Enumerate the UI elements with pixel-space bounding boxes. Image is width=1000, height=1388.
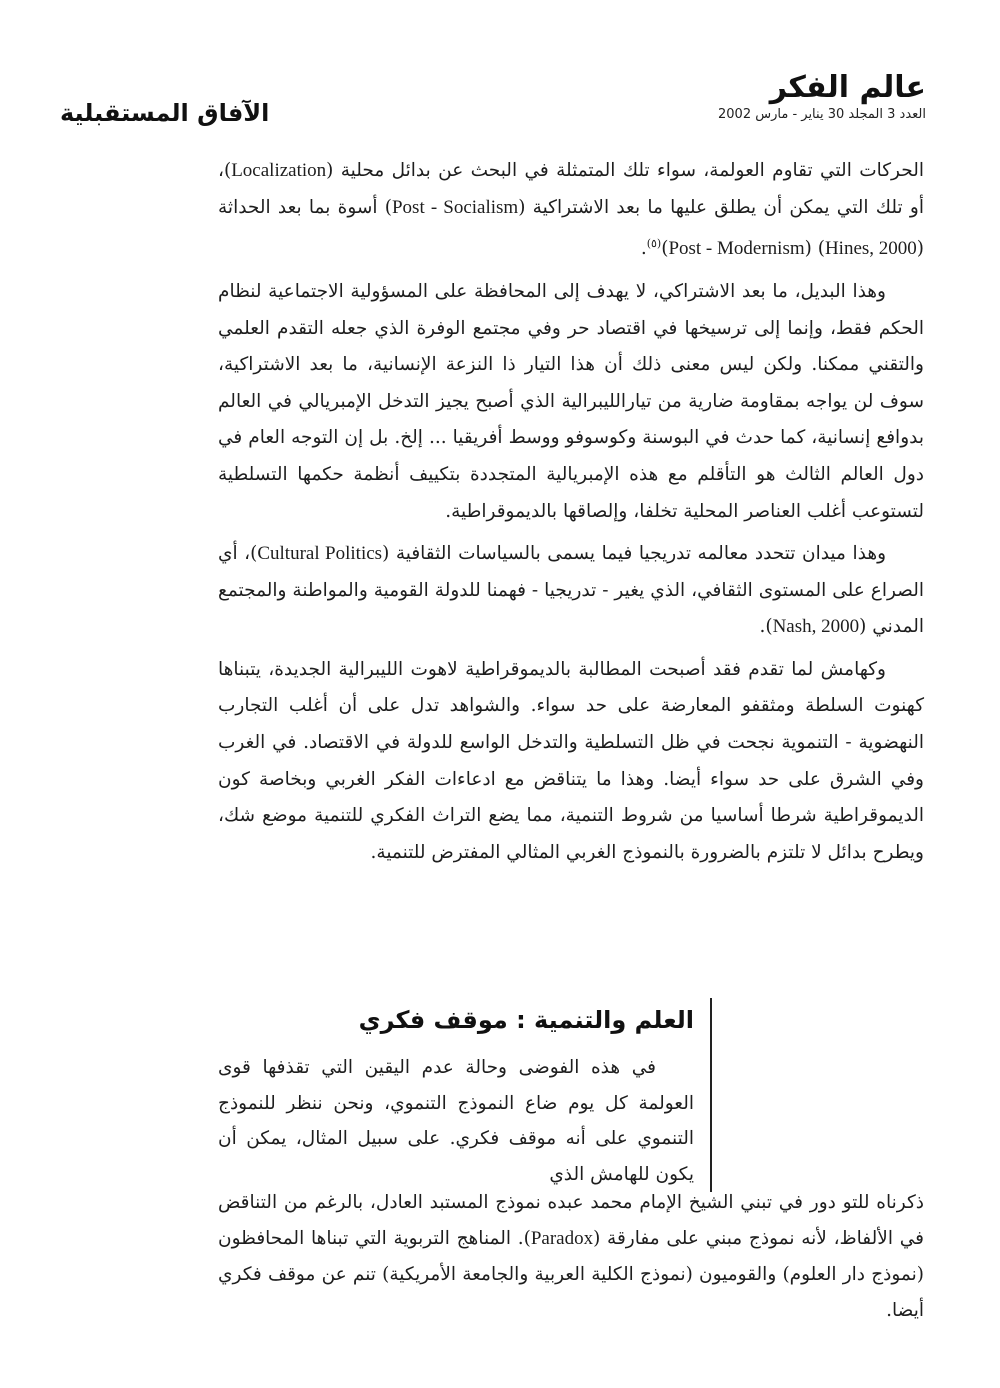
paragraph-3 <box>218 536 924 646</box>
issue-info: العدد 3 المجلد 30 يناير - مارس 2002 <box>718 107 926 122</box>
p3-text-a: وهذا ميدان تتحدد معالمه تدريجيا فيما يسمى بالسياسات الثقافية ( <box>382 543 887 565</box>
boxed-section <box>218 998 712 1192</box>
p3-text-c: ). <box>759 616 773 638</box>
p1-term-localization: Localization <box>231 160 327 181</box>
p1-text-d: ) ( <box>804 238 825 260</box>
continued-text <box>218 1185 924 1329</box>
p3-term-cultural-politics: Cultural Politics <box>257 543 383 565</box>
p1-term-post-socialism: Post - Socialism <box>391 196 519 218</box>
section-title: الآفاق المستقبلية <box>60 99 270 127</box>
p1-citation-hines: Hines, 2000 <box>824 238 917 260</box>
p5-term-paradox: Paradox <box>530 1228 594 1249</box>
p3-text-b: )، أي الصراع على المستوى الثقافي، الذي يغير - تدريجيا - فهمنا للدولة القومية والمواطنة والمجتمع المدني ( <box>218 543 924 638</box>
p1-text-e: ) <box>661 238 669 260</box>
section-heading: العلم والتنمية : موقف فكري <box>358 1006 694 1034</box>
p1-text-f: . <box>640 238 647 260</box>
p5-text-a: ذكرناه للتو دور في تبني الشيخ الإمام محمد عبده نموذج المستبد العادل، بالرغم من التناقض في الألفاظ، لأنه نموذج مبني على مفارقة ( <box>218 1192 924 1249</box>
paragraph-5 <box>218 1185 924 1329</box>
paragraph-4: وكهامش لما تقدم فقد أصبحت المطالبة بالديموقراطية لاهوت الليبرالية الجديدة، يتبناها كهنوت السلطة ومثقفو المعارضة على حد سواء. والشواهد تدل على أن أغلب التجارب النهضوية - التنموية نجحت في ظل التسلطية والتدخل الواسع للدولة في الاقتصاد. في الغرب وفي الشرق على حد سواء أيضا. وهذا ما يتناقض مع ادعاءات الفكر الغربي وبخاصة كون الديموقراطية شرطا أساسيا من شروط التنمية، مما يضع التراث الفكري للتنمية موضع شك، ويطرح بدائل لا تلتزم بالضرورة بالنموذج الغربي المثالي المفترض للتنمية. <box>218 658 924 863</box>
footnote-ref: (٥) <box>646 237 662 251</box>
page-header <box>60 70 926 148</box>
main-text <box>218 153 924 871</box>
p1-text-b: )، أو تلك التي يمكن أن يطلق عليها ما بعد الاشتراكية ( <box>218 160 924 218</box>
p1-text-a: الحركات التي تقاوم العولمة، سواء تلك المتمثلة في البحث عن بدائل محلية ( <box>326 160 924 181</box>
paragraph-1 <box>218 153 924 268</box>
p1-term-post-modernism: Post - Modernism <box>668 238 805 260</box>
p3-citation-nash: Nash, 2000 <box>772 616 860 638</box>
paragraph-2: وهذا البديل، ما بعد الاشتراكي، لا يهدف إلى المحافظة على المسؤولية الاجتماعية لنظام الحكم فقط، وإنما إلى ترسيخها في اقتصاد حر وفي مجتمع الوفرة الذي جعله التقدم العلمي والتقني ممكنا. ولكن ليس معنى ذلك أن هذا التيار ذا النزعة الإنسانية، ما بعد الاشتراكية، سوف لن يواجه بمقاومة ضارية من تيارالليبرالية الذي أصبح يجيز التدخل الإمبريالي في العالم بدوافع إنسانية، كما حدث في البوسنة وكوسوفو ووسط أفريقيا ... إلخ. بل إن التوجه العام في دول العالم الثالث هو التأقلم مع هذه الإمبريالية المتجددة بتكييف أنظمة حكمها التسلطية لتستوعب أغلب العناصر المحلية تخلفا، وإلصاقها بالديموقراطية. <box>218 280 924 522</box>
magazine-title: عالم الفكر <box>769 70 926 105</box>
masthead <box>718 70 926 124</box>
p5-text-b: ). المناهج التربوية التي تبناها المحافظون (نموذج دار العلوم) والقوميون (نموذج الكلية العربية والجامعة الأمريكية) تنم عن موقف فكري أيضا. <box>218 1228 924 1321</box>
boxed-paragraph: في هذه الفوضى وحالة عدم اليقين التي تقذفها قوى العولمة كل يوم ضاع النموذج التنموي، ونحن ننظر للنموذج التنموي على أنه موقف فكري. على سبيل المثال، يمكن أن يكون للهامش الذي <box>218 1057 694 1185</box>
p1-text-c: ) أسوة بما بعد الحداثة ( <box>218 196 924 260</box>
